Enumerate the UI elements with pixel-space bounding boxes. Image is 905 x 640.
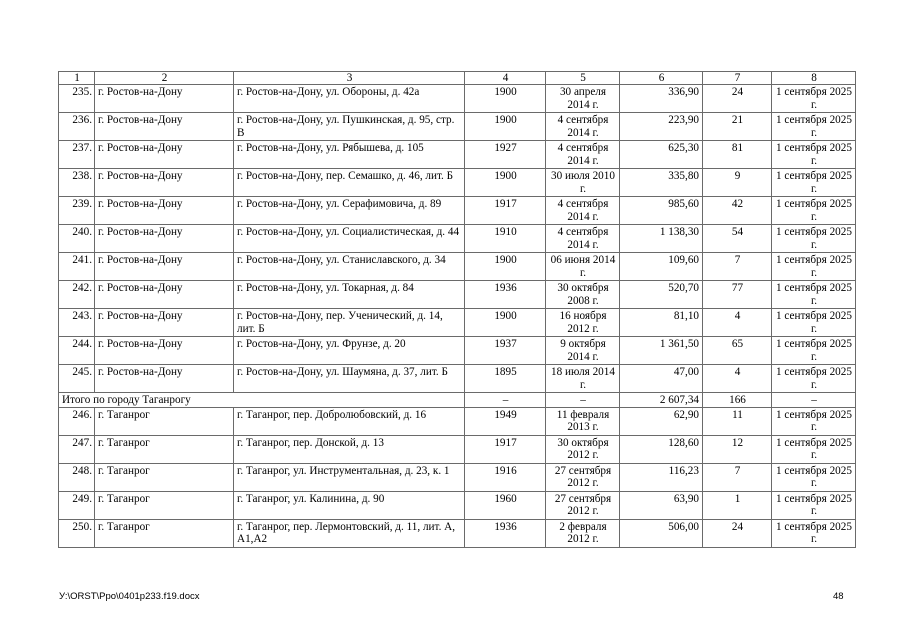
cell-city: г. Ростов-на-Дону bbox=[95, 281, 234, 309]
cell-address: г. Ростов-на-Дону, ул. Фрунзе, д. 20 bbox=[234, 337, 465, 365]
cell-planned-date: 1 сентября 2025 г. bbox=[772, 309, 856, 337]
table-row bbox=[59, 85, 856, 113]
cell-residents-count: 54 bbox=[703, 225, 772, 253]
table-row bbox=[59, 435, 856, 463]
table-row bbox=[59, 337, 856, 365]
header-cell-row-number: 1 bbox=[59, 72, 95, 85]
total-year: – bbox=[465, 393, 546, 407]
cell-city: г. Ростов-на-Дону bbox=[95, 197, 234, 225]
table-row bbox=[59, 519, 856, 547]
cell-year-built: 1900 bbox=[465, 253, 546, 281]
total-residents: 166 bbox=[703, 393, 772, 407]
footer-file-path: У:\ORST\Ppo\0401p233.f19.docx bbox=[59, 591, 200, 602]
cell-row-number: 237. bbox=[59, 141, 95, 169]
table-row bbox=[59, 281, 856, 309]
cell-city: г. Ростов-на-Дону bbox=[95, 365, 234, 393]
table-row bbox=[59, 197, 856, 225]
cell-planned-date: 1 сентября 2025 г. bbox=[772, 197, 856, 225]
cell-inspection-date: 30 октября 2012 г. bbox=[546, 435, 620, 463]
cell-planned-date: 1 сентября 2025 г. bbox=[772, 141, 856, 169]
cell-area: 47,00 bbox=[620, 365, 703, 393]
total-area: 2 607,34 bbox=[620, 393, 703, 407]
cell-residents-count: 7 bbox=[703, 253, 772, 281]
cell-city: г. Ростов-на-Дону bbox=[95, 113, 234, 141]
cell-area: 1 138,30 bbox=[620, 225, 703, 253]
cell-residents-count: 65 bbox=[703, 337, 772, 365]
cell-year-built: 1900 bbox=[465, 169, 546, 197]
cell-area: 506,00 bbox=[620, 519, 703, 547]
cell-planned-date: 1 сентября 2025 г. bbox=[772, 85, 856, 113]
header-cell-inspection-date: 5 bbox=[546, 72, 620, 85]
cell-inspection-date: 30 апреля 2014 г. bbox=[546, 85, 620, 113]
cell-planned-date: 1 сентября 2025 г. bbox=[772, 225, 856, 253]
total-planned: – bbox=[772, 393, 856, 407]
cell-city: г. Ростов-на-Дону bbox=[95, 337, 234, 365]
cell-planned-date: 1 сентября 2025 г. bbox=[772, 337, 856, 365]
cell-address: г. Ростов-на-Дону, ул. Обороны, д. 42а bbox=[234, 85, 465, 113]
cell-residents-count: 81 bbox=[703, 141, 772, 169]
cell-residents-count: 24 bbox=[703, 519, 772, 547]
cell-planned-date: 1 сентября 2025 г. bbox=[772, 113, 856, 141]
cell-residents-count: 42 bbox=[703, 197, 772, 225]
cell-row-number: 239. bbox=[59, 197, 95, 225]
cell-residents-count: 9 bbox=[703, 169, 772, 197]
cell-row-number: 250. bbox=[59, 519, 95, 547]
cell-inspection-date: 4 сентября 2014 г. bbox=[546, 197, 620, 225]
cell-city: г. Ростов-на-Дону bbox=[95, 309, 234, 337]
table-row bbox=[59, 113, 856, 141]
cell-residents-count: 4 bbox=[703, 365, 772, 393]
cell-planned-date: 1 сентября 2025 г. bbox=[772, 519, 856, 547]
cell-city: г. Таганрог bbox=[95, 491, 234, 519]
cell-planned-date: 1 сентября 2025 г. bbox=[772, 281, 856, 309]
cell-year-built: 1910 bbox=[465, 225, 546, 253]
cell-area: 62,90 bbox=[620, 407, 703, 435]
cell-inspection-date: 2 февраля 2012 г. bbox=[546, 519, 620, 547]
cell-city: г. Таганрог bbox=[95, 407, 234, 435]
header-cell-planned-date: 8 bbox=[772, 72, 856, 85]
cell-city: г. Ростов-на-Дону bbox=[95, 253, 234, 281]
cell-row-number: 235. bbox=[59, 85, 95, 113]
cell-area: 625,30 bbox=[620, 141, 703, 169]
cell-inspection-date: 4 сентября 2014 г. bbox=[546, 141, 620, 169]
cell-inspection-date: 30 октября 2008 г. bbox=[546, 281, 620, 309]
cell-year-built: 1936 bbox=[465, 519, 546, 547]
total-date: – bbox=[546, 393, 620, 407]
cell-area: 128,60 bbox=[620, 435, 703, 463]
cell-area: 63,90 bbox=[620, 491, 703, 519]
cell-area: 81,10 bbox=[620, 309, 703, 337]
cell-row-number: 236. bbox=[59, 113, 95, 141]
cell-inspection-date: 11 февраля 2013 г. bbox=[546, 407, 620, 435]
total-label: Итого по городу Таганрогу bbox=[59, 393, 465, 407]
cell-area: 223,90 bbox=[620, 113, 703, 141]
cell-address: г. Таганрог, ул. Калинина, д. 90 bbox=[234, 491, 465, 519]
header-cell-area: 6 bbox=[620, 72, 703, 85]
cell-inspection-date: 27 сентября 2012 г. bbox=[546, 491, 620, 519]
cell-city: г. Ростов-на-Дону bbox=[95, 85, 234, 113]
cell-year-built: 1900 bbox=[465, 85, 546, 113]
cell-row-number: 241. bbox=[59, 253, 95, 281]
cell-city: г. Ростов-на-Дону bbox=[95, 225, 234, 253]
cell-planned-date: 1 сентября 2025 г. bbox=[772, 491, 856, 519]
cell-year-built: 1917 bbox=[465, 197, 546, 225]
table-row bbox=[59, 365, 856, 393]
cell-residents-count: 11 bbox=[703, 407, 772, 435]
table-row bbox=[59, 141, 856, 169]
document-table bbox=[58, 71, 856, 548]
cell-inspection-date: 06 июня 2014 г. bbox=[546, 253, 620, 281]
cell-row-number: 240. bbox=[59, 225, 95, 253]
cell-area: 520,70 bbox=[620, 281, 703, 309]
table-row bbox=[59, 463, 856, 491]
table-row bbox=[59, 491, 856, 519]
cell-address: г. Ростов-на-Дону, пер. Семашко, д. 46, лит. Б bbox=[234, 169, 465, 197]
cell-address: г. Ростов-на-Дону, ул. Рябышева, д. 105 bbox=[234, 141, 465, 169]
cell-residents-count: 4 bbox=[703, 309, 772, 337]
cell-area: 336,90 bbox=[620, 85, 703, 113]
cell-row-number: 248. bbox=[59, 463, 95, 491]
cell-inspection-date: 30 июля 2010 г. bbox=[546, 169, 620, 197]
header-cell-address: 3 bbox=[234, 72, 465, 85]
cell-address: г. Ростов-на-Дону, ул. Шаумяна, д. 37, лит. Б bbox=[234, 365, 465, 393]
cell-year-built: 1927 bbox=[465, 141, 546, 169]
cell-row-number: 242. bbox=[59, 281, 95, 309]
total-row bbox=[59, 393, 856, 407]
cell-planned-date: 1 сентября 2025 г. bbox=[772, 435, 856, 463]
cell-row-number: 238. bbox=[59, 169, 95, 197]
cell-city: г. Таганрог bbox=[95, 519, 234, 547]
cell-year-built: 1949 bbox=[465, 407, 546, 435]
cell-address: г. Ростов-на-Дону, ул. Серафимовича, д. 89 bbox=[234, 197, 465, 225]
cell-year-built: 1960 bbox=[465, 491, 546, 519]
cell-inspection-date: 16 ноября 2012 г. bbox=[546, 309, 620, 337]
cell-area: 335,80 bbox=[620, 169, 703, 197]
cell-address: г. Ростов-на-Дону, ул. Пушкинская, д. 95, стр. В bbox=[234, 113, 465, 141]
cell-address: г. Таганрог, ул. Инструментальная, д. 23, к. 1 bbox=[234, 463, 465, 491]
cell-address: г. Таганрог, пер. Лермонтовский, д. 11, лит. А, А1,А2 bbox=[234, 519, 465, 547]
cell-year-built: 1916 bbox=[465, 463, 546, 491]
cell-area: 109,60 bbox=[620, 253, 703, 281]
cell-area: 985,60 bbox=[620, 197, 703, 225]
cell-inspection-date: 4 сентября 2014 г. bbox=[546, 225, 620, 253]
cell-row-number: 244. bbox=[59, 337, 95, 365]
cell-residents-count: 12 bbox=[703, 435, 772, 463]
cell-row-number: 247. bbox=[59, 435, 95, 463]
cell-city: г. Таганрог bbox=[95, 435, 234, 463]
cell-address: г. Ростов-на-Дону, ул. Станиславского, д. 34 bbox=[234, 253, 465, 281]
table-row bbox=[59, 309, 856, 337]
cell-year-built: 1895 bbox=[465, 365, 546, 393]
cell-row-number: 249. bbox=[59, 491, 95, 519]
cell-address: г. Таганрог, пер. Донской, д. 13 bbox=[234, 435, 465, 463]
table-row bbox=[59, 407, 856, 435]
cell-area: 1 361,50 bbox=[620, 337, 703, 365]
cell-year-built: 1937 bbox=[465, 337, 546, 365]
table-row bbox=[59, 253, 856, 281]
table-row bbox=[59, 169, 856, 197]
cell-address: г. Ростов-на-Дону, ул. Социалистическая, д. 44 bbox=[234, 225, 465, 253]
cell-planned-date: 1 сентября 2025 г. bbox=[772, 365, 856, 393]
cell-address: г. Ростов-на-Дону, ул. Токарная, д. 84 bbox=[234, 281, 465, 309]
cell-residents-count: 7 bbox=[703, 463, 772, 491]
table-row bbox=[59, 225, 856, 253]
cell-inspection-date: 18 июля 2014 г. bbox=[546, 365, 620, 393]
cell-row-number: 246. bbox=[59, 407, 95, 435]
cell-inspection-date: 27 сентября 2012 г. bbox=[546, 463, 620, 491]
cell-city: г. Таганрог bbox=[95, 463, 234, 491]
cell-residents-count: 24 bbox=[703, 85, 772, 113]
cell-city: г. Ростов-на-Дону bbox=[95, 141, 234, 169]
cell-residents-count: 21 bbox=[703, 113, 772, 141]
cell-year-built: 1936 bbox=[465, 281, 546, 309]
cell-planned-date: 1 сентября 2025 г. bbox=[772, 253, 856, 281]
cell-year-built: 1900 bbox=[465, 113, 546, 141]
cell-city: г. Ростов-на-Дону bbox=[95, 169, 234, 197]
cell-year-built: 1917 bbox=[465, 435, 546, 463]
cell-inspection-date: 9 октября 2014 г. bbox=[546, 337, 620, 365]
cell-residents-count: 77 bbox=[703, 281, 772, 309]
header-cell-year-built: 4 bbox=[465, 72, 546, 85]
cell-inspection-date: 4 сентября 2014 г. bbox=[546, 113, 620, 141]
table-header-row bbox=[59, 72, 856, 85]
cell-planned-date: 1 сентября 2025 г. bbox=[772, 463, 856, 491]
cell-year-built: 1900 bbox=[465, 309, 546, 337]
header-cell-city: 2 bbox=[95, 72, 234, 85]
header-cell-residents-count: 7 bbox=[703, 72, 772, 85]
cell-area: 116,23 bbox=[620, 463, 703, 491]
cell-planned-date: 1 сентября 2025 г. bbox=[772, 169, 856, 197]
cell-row-number: 243. bbox=[59, 309, 95, 337]
cell-row-number: 245. bbox=[59, 365, 95, 393]
page-number: 48 bbox=[833, 591, 844, 602]
cell-address: г. Таганрог, пер. Добролюбовский, д. 16 bbox=[234, 407, 465, 435]
cell-residents-count: 1 bbox=[703, 491, 772, 519]
cell-planned-date: 1 сентября 2025 г. bbox=[772, 407, 856, 435]
cell-address: г. Ростов-на-Дону, пер. Ученический, д. 14, лит. Б bbox=[234, 309, 465, 337]
